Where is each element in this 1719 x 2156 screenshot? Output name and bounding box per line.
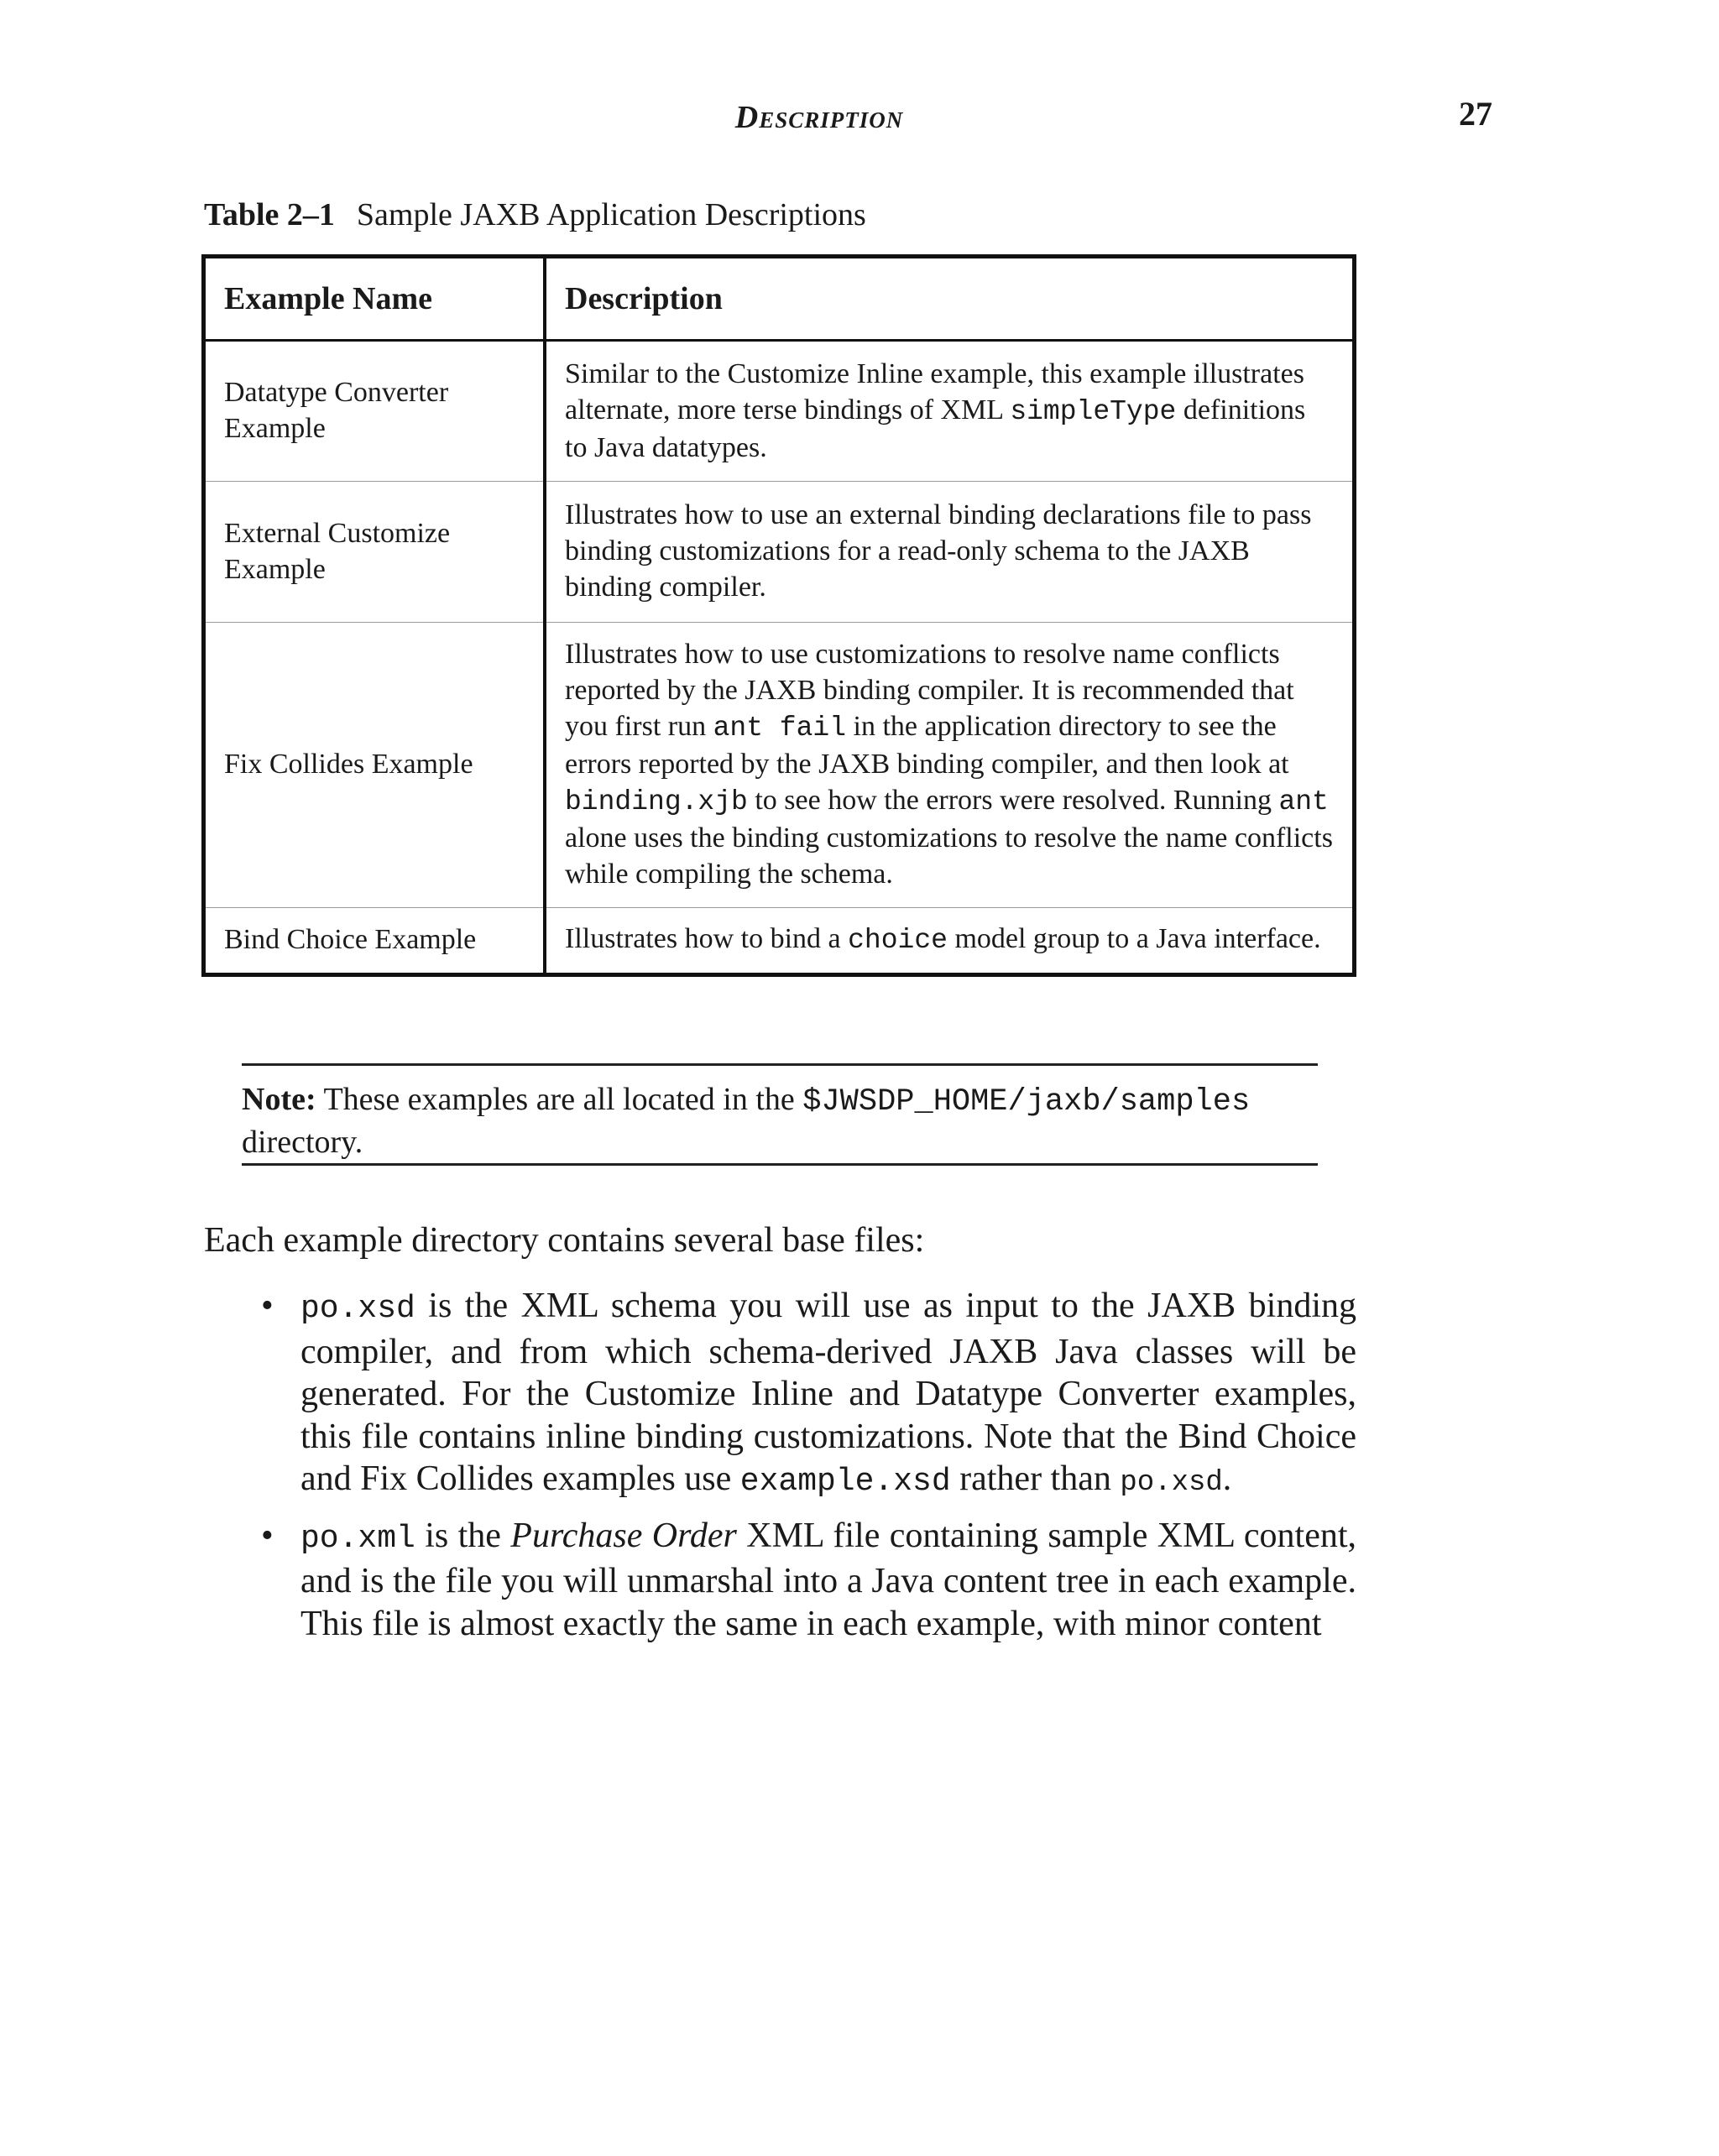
description-text: in the application directory to see the errors reported by the JAXB binding compiler, and then look at bbox=[565, 711, 1289, 780]
table-caption bbox=[204, 196, 866, 233]
page-number: 27 bbox=[1459, 95, 1492, 133]
description-text: Similar to the Customize Inline example, this example illustrates alternate, more terse bindings of XML bbox=[565, 358, 1304, 425]
table-row bbox=[204, 341, 1355, 482]
bullet-icon: • bbox=[261, 1516, 274, 1555]
bullet-icon: • bbox=[261, 1287, 274, 1325]
description-text: model group to a Java interface. bbox=[947, 923, 1321, 954]
running-header-title: Description bbox=[734, 100, 904, 135]
example-name-cell: Fix Collides Example bbox=[204, 623, 546, 908]
description-cell bbox=[545, 623, 1355, 908]
example-name-cell: Bind Choice Example bbox=[204, 908, 546, 975]
column-header-description: Description bbox=[545, 257, 1355, 341]
description-text: alone uses the binding customizations to resolve the name conflicts while compiling the schema. bbox=[565, 822, 1333, 890]
list-item bbox=[204, 1285, 1356, 1505]
code-example-xsd: example.xsd bbox=[739, 1464, 951, 1500]
table-row bbox=[204, 623, 1355, 908]
note-box bbox=[242, 1063, 1318, 1166]
description-text: definitions to Java datatypes. bbox=[565, 394, 1306, 463]
code-simpletype: simpleType bbox=[1010, 395, 1177, 427]
table-row bbox=[204, 908, 1355, 975]
column-header-example-name: Example Name bbox=[204, 257, 546, 341]
description-text: to see how the errors were resolved. Running bbox=[747, 785, 1279, 816]
note-text: These examples are all located in the bbox=[323, 1082, 803, 1117]
list-item-text: is the XML schema you will use as input to the JAXB binding compiler, and from which schema-derived JAXB Java classes will be generated. For the Customize Inline and Datatype Converter examples, this file contains inline binding customizations. Note that the Bind Choice and Fix Collides examples use bbox=[300, 1287, 1356, 1498]
code-choice: choice bbox=[848, 925, 948, 956]
list-item-text: is the bbox=[415, 1516, 511, 1555]
example-name-cell: Datatype Converter Example bbox=[204, 341, 546, 482]
code-po-xsd: po.xsd bbox=[1120, 1467, 1223, 1499]
description-cell bbox=[545, 908, 1355, 975]
note-path: $JWSDP_HOME/jaxb/samples bbox=[802, 1084, 1251, 1120]
file-list bbox=[204, 1285, 1356, 1655]
note-label: Note: bbox=[242, 1082, 316, 1117]
description-text: Illustrates how to use customizations to resolve name conflicts reported by the JAXB binding compiler. It is recommended that you first run bbox=[565, 639, 1294, 742]
table-caption-title: Sample JAXB Application Descriptions bbox=[356, 197, 866, 232]
note-text-end: directory. bbox=[242, 1125, 363, 1160]
emphasis-purchase-order: Purchase Order bbox=[510, 1516, 737, 1555]
list-item-text: XML file containing sample XML content, and is the file you will unmarshal into a Java content tree in each example. This file is almost exactly the same in each example, with minor content bbox=[300, 1516, 1357, 1643]
code-ant-fail: ant fail bbox=[713, 713, 847, 744]
description-cell: Illustrates how to use an external binding declarations file to pass binding customizations for a read-only schema to the JAXB binding compiler. bbox=[545, 482, 1355, 623]
table-row bbox=[204, 482, 1355, 623]
table-header-row bbox=[204, 257, 1355, 341]
code-binding-xjb: binding.xjb bbox=[565, 786, 748, 817]
table-caption-label: Table 2–1 bbox=[204, 197, 335, 232]
code-ant: ant bbox=[1278, 786, 1329, 817]
list-item-text: rather than bbox=[950, 1459, 1121, 1498]
list-item-text: . bbox=[1222, 1459, 1232, 1498]
code-po-xml: po.xml bbox=[300, 1520, 415, 1557]
list-item bbox=[204, 1515, 1356, 1646]
example-name-cell: External Customize Example bbox=[204, 482, 546, 623]
description-text: Illustrates how to bind a bbox=[565, 923, 849, 954]
examples-table bbox=[201, 254, 1356, 977]
description-cell bbox=[545, 341, 1355, 482]
running-header bbox=[0, 95, 1719, 141]
code-po-xsd: po.xsd bbox=[300, 1291, 415, 1327]
intro-paragraph: Each example directory contains several base files: bbox=[204, 1221, 925, 1260]
